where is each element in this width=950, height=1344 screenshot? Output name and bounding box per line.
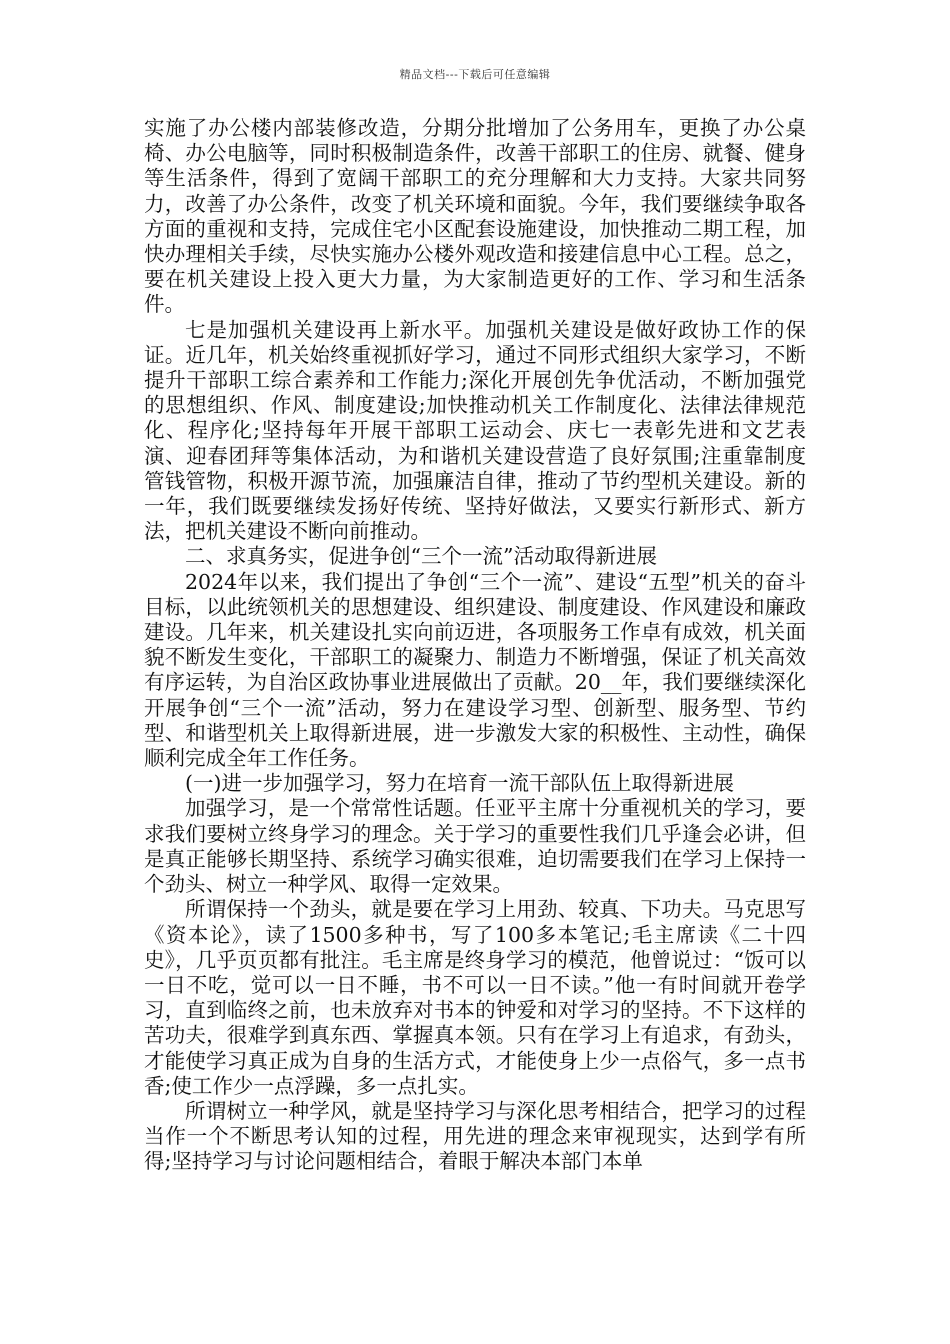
document-body [144, 116, 806, 1175]
section-heading: 二、求真务实，促进争创“三个一流”活动取得新进展 [185, 544, 657, 569]
subsection-heading: (一)进一步加强学习，努力在培育一流干部队伍上取得新进展 [185, 771, 734, 796]
page-header: 精品文档---下载后可任意编辑 [399, 68, 551, 81]
paragraph: 所谓保持一个劲头，就是要在学习上用劲、较真、下功夫。马克思写《资本论》，读了1500多种书，写了100多本笔记;毛主席读《二十四史》，几乎页页都有批注。毛主席是终身学习的模范，他曾说过：“饭可以一日不吃，觉可以一日不睡，书不可以一日不读。”他一有时间就开卷学习，直到临终之前，也未放弃对书本的钟爱和对学习的坚持。不下这样的苦功夫，很难学到真东西、掌握真本领。只有在学习上有追求，有劲头，才能使学习真正成为自身的生活方式，才能使身上少一点俗气，多一点书香;使工作少一点浮躁，多一点扎实。 [144, 897, 806, 1098]
paragraph: 2024年以来，我们提出了争创“三个一流”、建设“五型”机关的奋斗目标，以此统领机关的思想建设、组织建设、制度建设、作风建设和廉政建设。几年来，机关建设扎实向前迈进，各项服务工作卓有成效，机关面貌不断发生变化，干部职工的凝聚力、制造力不断增强，保证了机关高效有序运转，为自治区政协事业进展做出了贡献。20__年，我们要继续深化开展争创“三个一流”活动，努力在建设学习型、创新型、服务型、节约型、和谐型机关上取得新进展，进一步激发大家的积极性、主动性，确保顺利完成全年工作任务。 [144, 569, 806, 771]
paragraph: 七是加强机关建设再上新水平。加强机关建设是做好政协工作的保证。近几年，机关始终重视抓好学习，通过不同形式组织大家学习，不断提升干部职工综合素养和工作能力;深化开展创先争优活动，不断加强党的思想组织、作风、制度建设;加快推动机关工作制度化、法律法律规范化、程序化;坚持每年开展干部职工运动会、庆七一表彰先进和文艺表演、迎春团拜等集体活动，为和谐机关建设营造了良好氛围;注重靠制度管钱管物，积极开源节流，加强廉洁自律，推动了节约型机关建设。新的一年，我们既要继续发扬好传统、坚持好做法，又要实行新形式、新方法，把机关建设不断向前推动。 [144, 317, 806, 544]
paragraph: 实施了办公楼内部装修改造，分期分批增加了公务用车，更换了办公桌椅、办公电脑等，同时积极制造条件，改善干部职工的住房、就餐、健身等生活条件，得到了宽阔干部职工的充分理解和大力支持。大家共同努力，改善了办公条件，改变了机关环境和面貌。今年，我们要继续争取各方面的重视和支持，完成住宅小区配套设施建设，加快推动二期工程，加快办理相关手续，尽快实施办公楼外观改造和接建信息中心工程。总之，要在机关建设上投入更大力量，为大家制造更好的工作、学习和生活条件。 [144, 116, 806, 317]
paragraph: 所谓树立一种学风，就是坚持学习与深化思考相结合，把学习的过程当作一个不断思考认知的过程，用先进的理念来审视现实，达到学有所得;坚持学习与讨论问题相结合，着眼于解决本部门本单 [144, 1098, 806, 1174]
paragraph: 加强学习，是一个常常性话题。任亚平主席十分重视机关的学习，要求我们要树立终身学习的理念。关于学习的重要性我们几乎逢会必讲，但是真正能够长期坚持、系统学习确实很难，迫切需要我们在学习上保持一个劲头、树立一种学风、取得一定效果。 [144, 796, 806, 897]
